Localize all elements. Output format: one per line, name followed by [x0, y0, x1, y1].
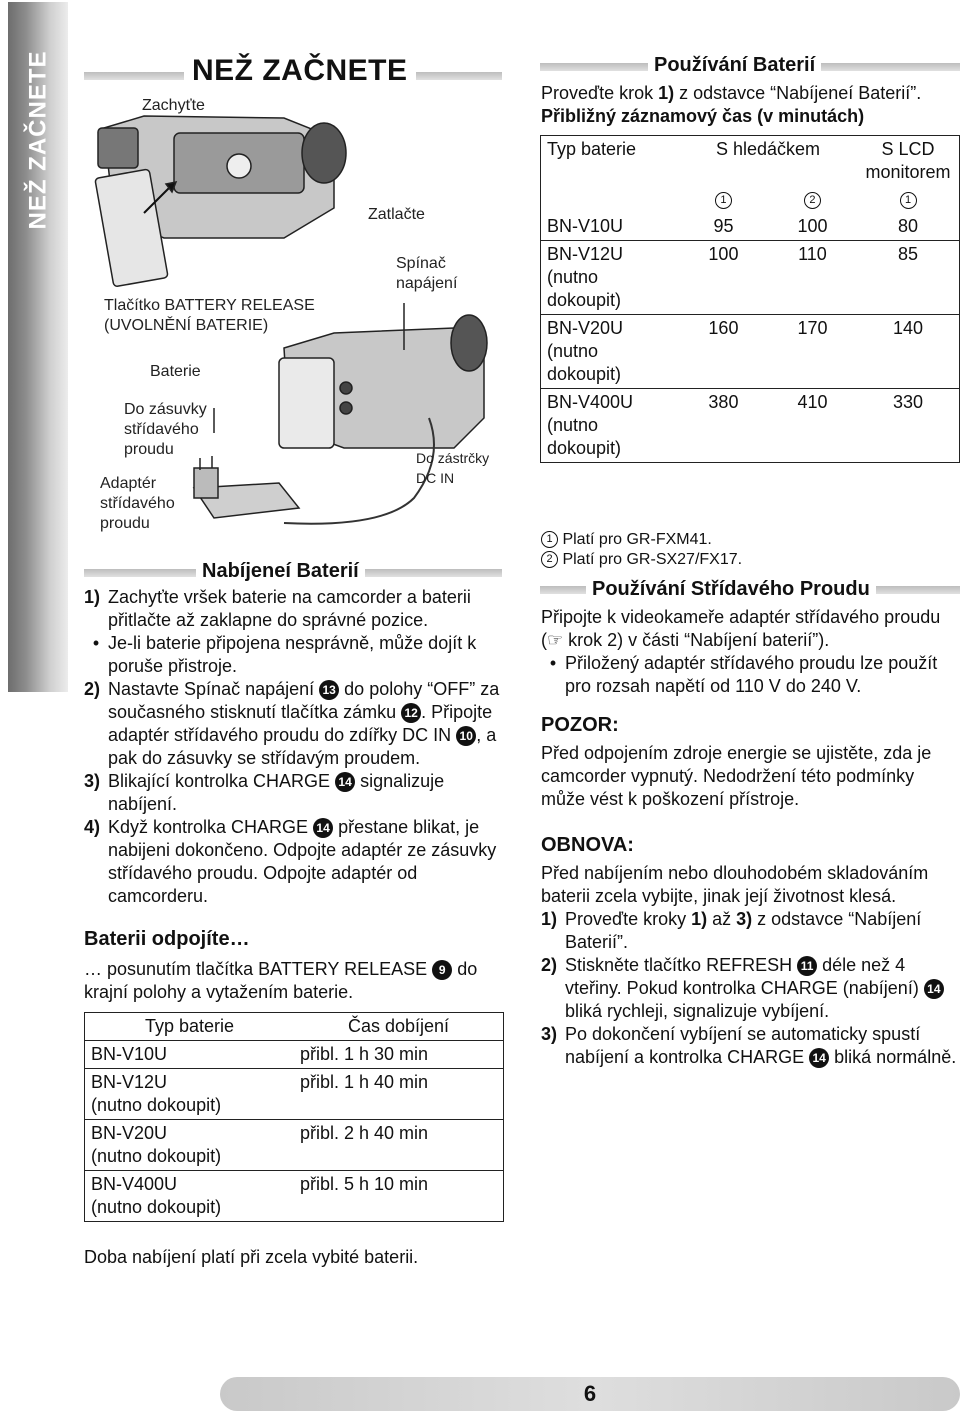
camcorder-top-drawing — [95, 116, 346, 287]
charge-row-time: přibl. 5 h 10 min — [294, 1171, 503, 1222]
charge-row-time: přibl. 1 h 30 min — [294, 1041, 503, 1069]
refresh-s1b: 1) — [691, 909, 708, 929]
step3-b: signalizuje nabíjení. — [108, 771, 445, 814]
detach-a: … posunutím tlačítka BATTERY RELEASE — [84, 959, 428, 979]
record-row-a: 380 — [679, 389, 768, 463]
step1-num: 1) — [84, 587, 101, 607]
label-outlet: Do zásuvky střídavého proudu — [124, 401, 207, 458]
record-row-b: 170 — [768, 315, 857, 389]
charge-row-type: BN-V12U (nutno dokoupit) — [85, 1069, 294, 1120]
step4-num: 4) — [84, 817, 101, 837]
usage-l1c: z odstavce “Nabíjeneí Baterií”. — [674, 83, 922, 103]
record-row-a: 95 — [713, 216, 734, 236]
step4-text — [108, 816, 502, 908]
step3-num: 3) — [84, 771, 101, 791]
bullet1-text: Je-li baterie připojena nesprávně, může dojít k poruše přistroje. — [108, 633, 477, 676]
record-row-b: 410 — [768, 389, 857, 463]
record-row-type: BN-V400U (nutno dokoupit) — [541, 389, 679, 463]
charge-note: Doba nabíjení platí při zcela vybité baterii. — [84, 1247, 419, 1267]
refresh-s3a: Po dokončení vybíjení se automaticky spustí nabíjení a kontrolka CHARGE — [565, 1024, 921, 1067]
footnotes — [541, 530, 742, 570]
bullet-dot: • — [92, 633, 100, 653]
refresh-s3 — [565, 1023, 959, 1069]
usage-l1b: 1) — [658, 83, 675, 103]
page-number-bar — [220, 1377, 960, 1411]
step2-num: 2) — [84, 679, 101, 699]
record-row-c: 330 — [857, 389, 959, 463]
step4-b: přestane blikat, je nabijeni dokončeno. Odpojte adaptér ze zásuvky střídavého proudu. Odpojte adaptér od camcorderu. — [108, 817, 497, 906]
ref-13: 13 — [319, 680, 339, 700]
charging-steps — [84, 586, 502, 908]
step2-d: , a pak do zásuvky se střídavým proudem. — [108, 725, 497, 768]
detach-heading: Baterii odpojíte… — [84, 928, 250, 950]
step4-a: Když kontrolka CHARGE — [108, 817, 309, 837]
step3-a: Blikající kontrolka CHARGE — [108, 771, 331, 791]
refresh-s1e: z odstavce “Nabíjení Baterií”. — [565, 909, 922, 952]
fn1-marker: 1 — [541, 531, 558, 548]
fn2-marker: 2 — [541, 551, 558, 568]
refresh-s1c: až — [707, 909, 737, 929]
label-battery: Baterie — [150, 363, 201, 380]
ref-10: 10 — [456, 726, 476, 746]
charge-table — [84, 1012, 504, 1222]
step2-text — [108, 678, 502, 770]
label-power-switch: Spínač napájení — [396, 255, 458, 292]
record-row-b: 110 — [768, 241, 857, 315]
usage-intro — [541, 82, 960, 128]
step2-c: . Připojte adaptér střídavého proudu do zdířky DC IN — [108, 702, 493, 745]
charge-row-type: BN-V20U (nutno dokoupit) — [85, 1120, 294, 1171]
refresh-s2b: déle než 4 vteřiny. Pokud kontrolka CHARGE (nabíjení) — [565, 955, 919, 998]
charging-heading: Nabíjeneí Baterií — [196, 560, 365, 583]
charge-row-type: BN-V400U (nutno dokoupit) — [85, 1171, 294, 1222]
side-tab-label-box — [8, 0, 68, 280]
refresh-heading: OBNOVA: — [541, 834, 634, 856]
detach-text — [84, 958, 502, 1004]
refresh-s1d: 3) — [736, 909, 753, 929]
refresh-s2a: Stiskněte tlačítko REFRESH — [565, 955, 793, 975]
refresh-s2 — [565, 954, 959, 1023]
record-row-b: 100 — [797, 216, 828, 236]
refresh-s3-num: 3) — [541, 1024, 558, 1044]
charge-row-time: přibl. 1 h 40 min — [294, 1069, 503, 1120]
charge-col1: Typ baterie — [144, 1016, 235, 1036]
refresh-s1-num: 1) — [541, 909, 558, 929]
step3-text — [108, 770, 502, 816]
charge-col2: Čas dobíjení — [347, 1016, 450, 1036]
note-marker-2: 2 — [804, 192, 821, 209]
record-row-c: 85 — [857, 241, 959, 315]
ref-12: 12 — [401, 703, 421, 723]
charge-row-time: přibl. 2 h 40 min — [294, 1120, 503, 1171]
camcorder-bottom-drawing — [279, 315, 487, 524]
ac-bullet: Přiložený adaptér střídavého proudu lze použít pro rozsah napětí od 110 V do 240 V. — [565, 653, 938, 696]
step2-b: do polohy “OFF” za současného stisknutí tlačítka zámku — [108, 679, 500, 722]
ref-14b: 14 — [313, 818, 333, 838]
page-number: 6 — [583, 1381, 597, 1406]
record-row-type: BN-V12U (nutno dokoupit) — [541, 241, 679, 315]
record-table — [540, 135, 960, 463]
side-tab-label: NEŽ ZAČNETE — [24, 50, 51, 230]
ref-9: 9 — [432, 960, 452, 980]
record-row-type: BN-V10U — [547, 216, 624, 236]
refresh-s3b: bliká normálně. — [834, 1047, 957, 1067]
charge-row-type: BN-V10U — [85, 1041, 294, 1069]
pointing-hand-icon: ☞ — [547, 630, 564, 650]
record-row-c: 80 — [897, 216, 919, 236]
record-col1: Typ baterie — [547, 139, 637, 159]
refresh-block — [541, 862, 959, 1069]
refresh-text: Před nabíjením nebo dlouhodobém skladováním baterii zcela vybijte, jinak její životnost klesá. — [541, 863, 929, 906]
ac-text — [541, 606, 959, 698]
ac-a: Připojte k videokameře adaptér střídavého proudu ( — [541, 607, 941, 650]
caution-heading: POZOR: — [541, 714, 619, 736]
record-row-a: 100 — [679, 241, 768, 315]
ref-11: 11 — [797, 956, 817, 976]
refresh-s2c: bliká rychleji, signalizuje vybíjení. — [565, 1001, 830, 1021]
label-push: Zatlačte — [368, 206, 425, 223]
ref-14: 14 — [335, 772, 355, 792]
label-catch: Zachyťte — [142, 97, 205, 114]
refresh-s1 — [565, 908, 959, 954]
fn2-text: Platí pro GR-SX27/FX17. — [562, 551, 743, 568]
note-marker-1: 1 — [715, 192, 732, 209]
fn1-text: Platí pro GR-FXM41. — [562, 531, 712, 548]
usage-l1a: Proveďte krok — [541, 83, 659, 103]
record-row-c: 140 — [857, 315, 959, 389]
detach-b: do krajní polohy a vytažením baterie. — [84, 959, 478, 1002]
ac-heading: Používání Střídavého Proudu — [586, 578, 876, 601]
refresh-s1a: Proveďte kroky — [565, 909, 692, 929]
label-dcin: Do zástrčky DC IN — [416, 450, 490, 486]
ac-b: krok 2) v části “Nabíjení baterií”). — [563, 630, 830, 650]
ac-adapter-drawing — [194, 456, 299, 518]
ref-14c: 14 — [924, 979, 944, 999]
usage-heading: Používání Baterií — [648, 54, 821, 77]
note-marker-1b: 1 — [900, 192, 917, 209]
step2-a: Nastavte Spínač napájení — [108, 679, 315, 699]
record-col2: S hledáčkem — [715, 139, 820, 159]
record-row-type: BN-V20U (nutno dokoupit) — [541, 315, 679, 389]
ref-14d: 14 — [809, 1048, 829, 1068]
usage-subheading: Přibližný záznamový čas (v minutách) — [541, 106, 865, 126]
page-title: NEŽ ZAČNETE — [184, 54, 416, 88]
bullet-dot: • — [549, 653, 557, 673]
record-row-a: 160 — [679, 315, 768, 389]
caution-text: Před odpojením zdroje energie se ujistěte, zda je camcorder vypnutý. Nedodržení této podmínky může vést k poškození přístroje. — [541, 743, 932, 809]
step1-text: Zachyťte vršek baterie na camcorder a baterii přitlačte až zaklapne do správné pozice. — [108, 587, 471, 630]
refresh-s2-num: 2) — [541, 955, 558, 975]
record-col3: S LCD monitorem — [865, 139, 951, 182]
label-adapter: Adaptér střídavého proudu — [100, 475, 175, 532]
label-release: Tlačítko BATTERY RELEASE (UVOLNĚNÍ BATERIE) — [104, 297, 315, 334]
